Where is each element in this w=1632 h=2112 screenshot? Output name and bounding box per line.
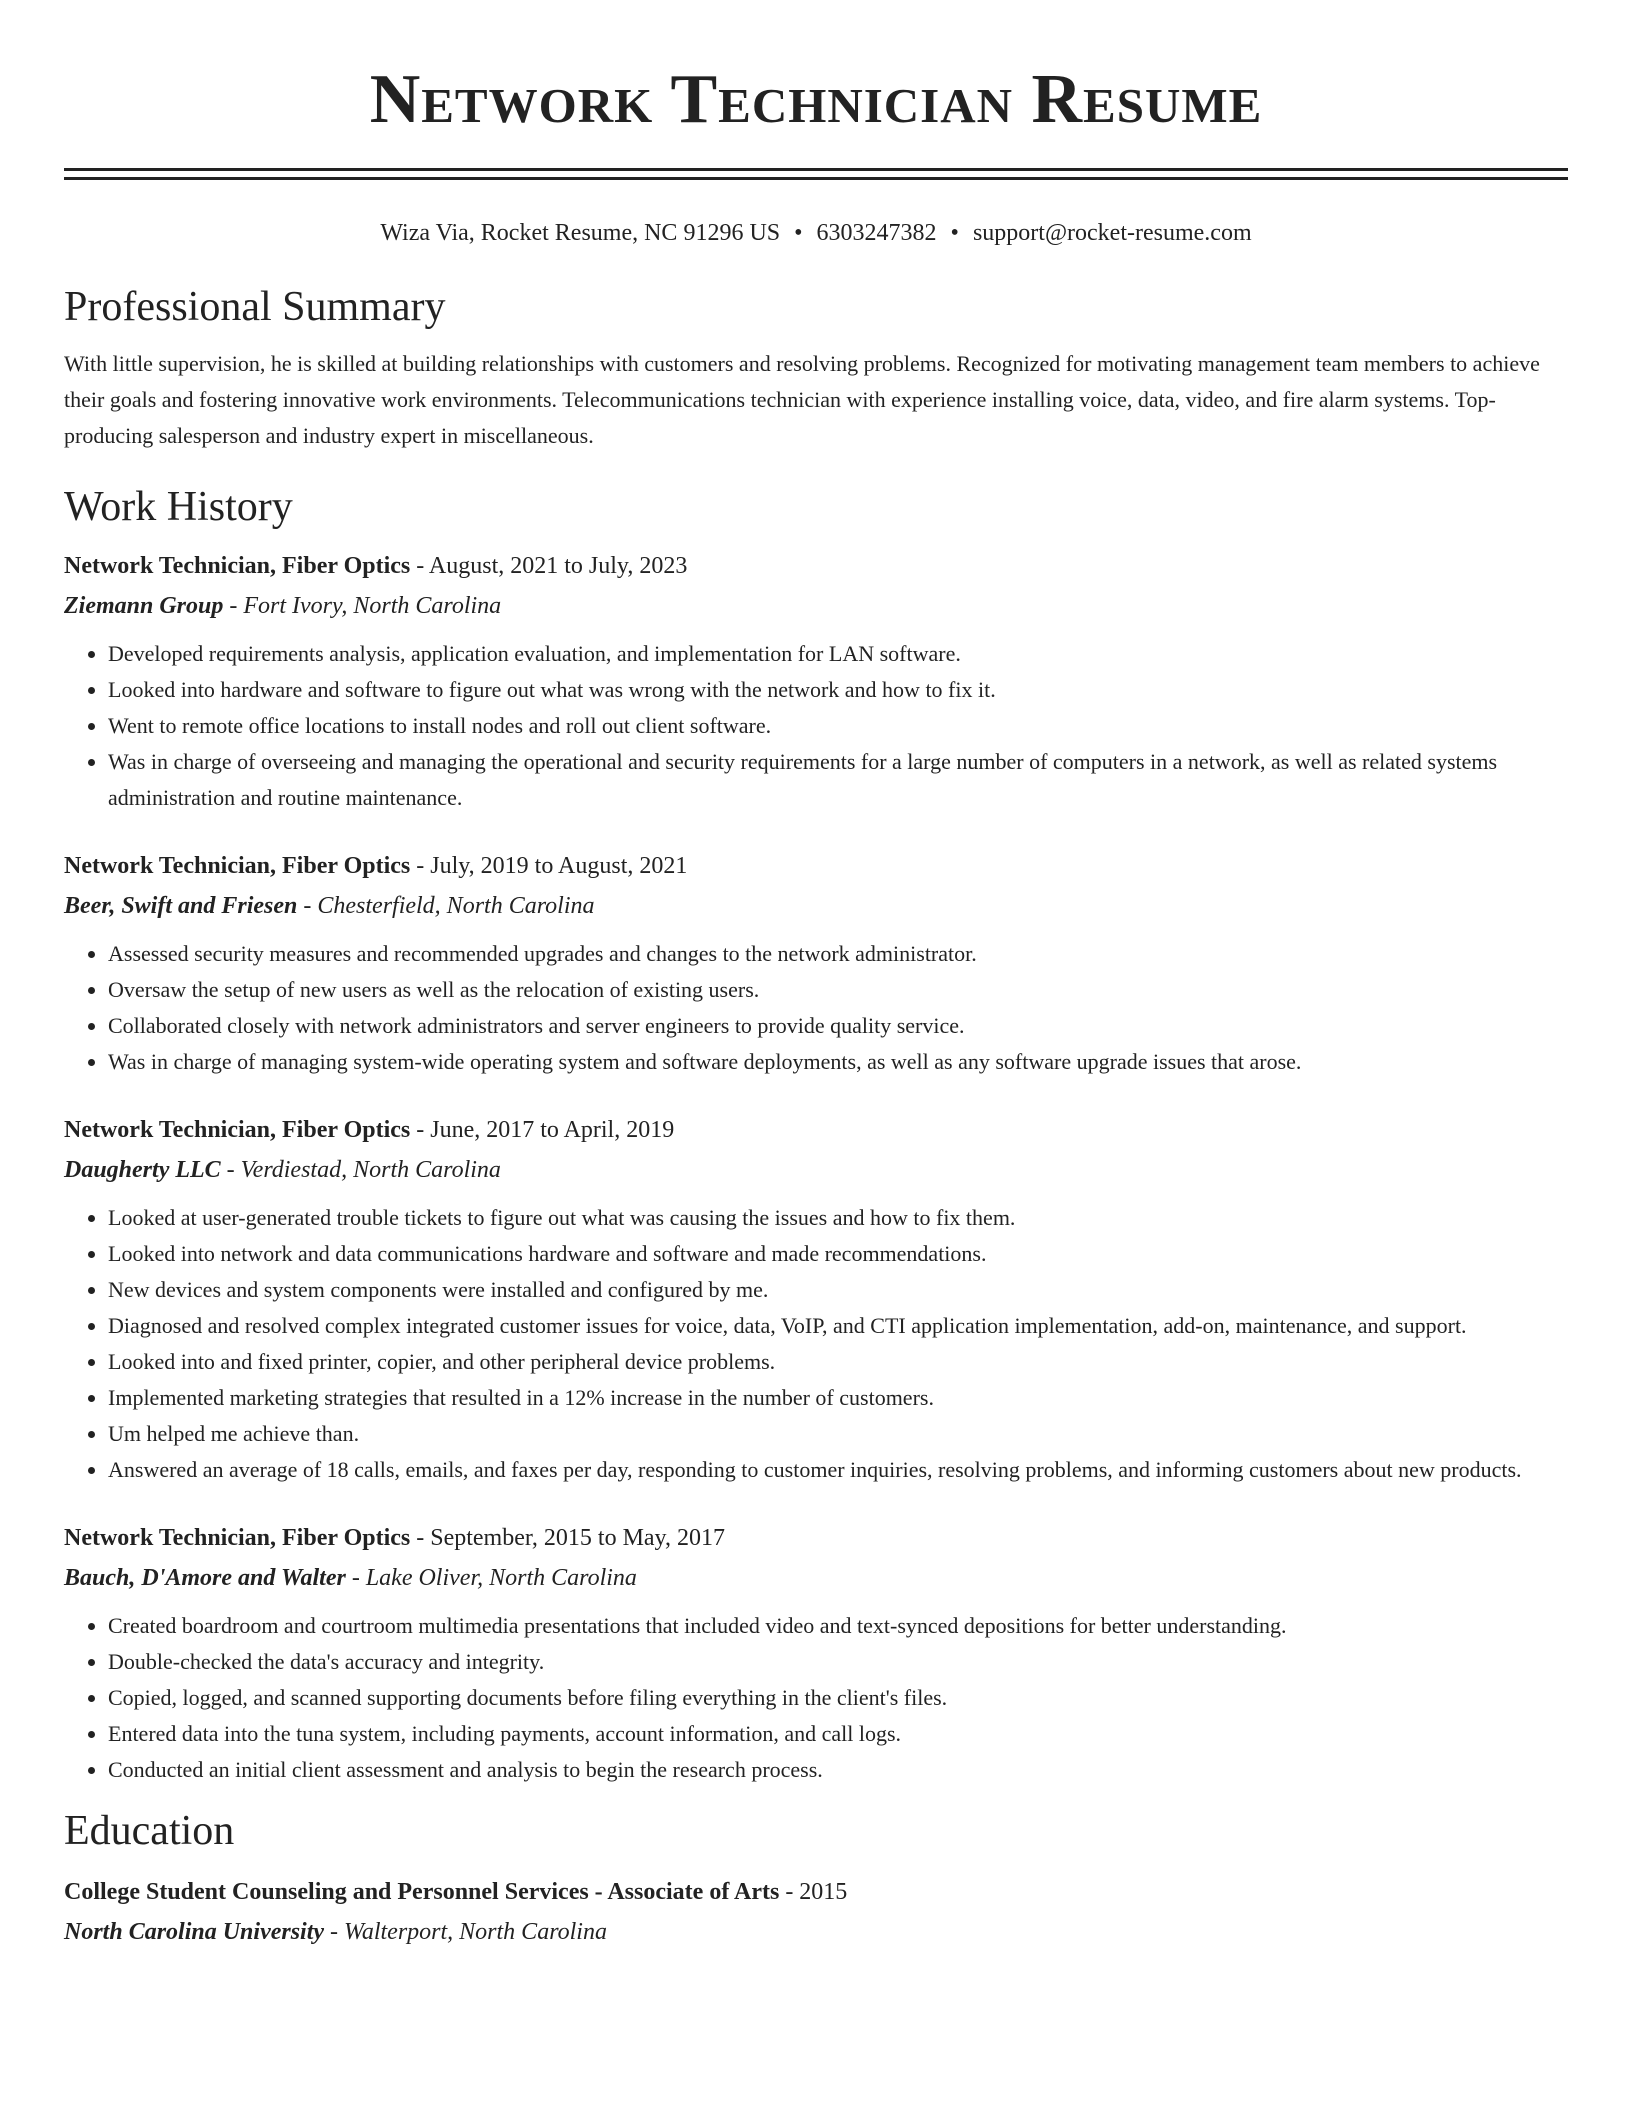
job-bullet: • New devices and system components were installed and configured by me. (108, 1272, 1568, 1308)
summary-heading: Professional Summary (64, 284, 446, 330)
education-school: North Carolina University (64, 1919, 325, 1945)
job-company: Daugherty LLC (64, 1157, 221, 1183)
contact-separator: • (794, 220, 803, 246)
job-bullet: • Um helped me achieve than. (108, 1416, 1568, 1452)
job-bullet: • Diagnosed and resolved complex integrated customer issues for voice, data, VoIP, and CTI application implementation, add-on, maintenance, and support. (108, 1308, 1568, 1344)
job-bullet: • Answered an average of 18 calls, emails, and faxes per day, responding to customer inquiries, resolving problems, and informing customers about new products. (108, 1452, 1568, 1488)
job-company: Beer, Swift and Friesen (64, 893, 298, 919)
job-bullets (64, 936, 1568, 1080)
job-title-line (64, 846, 1568, 886)
job-entry (64, 846, 1568, 1080)
education-year: - 2015 (779, 1879, 848, 1905)
education-degree-line (64, 1872, 1568, 1912)
summary-text: With little supervision, he is skilled at building relationships with customers and resolving problems. Recognized for motivating management team members to achieve their goals and fostering innovative work environments. Telecommunications technician with experience installing voice, data, video, and fire alarm systems. Top-producing salesperson and industry expert in miscellaneous. (64, 351, 1540, 448)
job-entry (64, 546, 1568, 816)
job-entry (64, 1518, 1568, 1788)
job-bullet: • Collaborated closely with network administrators and server engineers to provide quality service. (108, 1008, 1568, 1044)
job-bullet: • Was in charge of managing system-wide operating system and software deployments, as well as any software upgrade issues that arose. (108, 1044, 1568, 1080)
job-bullet: • Went to remote office locations to install nodes and roll out client software. (108, 708, 1568, 744)
education-degree: College Student Counseling and Personnel Services - Associate of Arts (64, 1879, 780, 1905)
job-dates: - August, 2021 to July, 2023 (410, 553, 688, 579)
job-location: - Chesterfield, North Carolina (297, 893, 595, 919)
job-location: - Verdiestad, North Carolina (220, 1157, 501, 1183)
education-school-line (64, 1912, 1568, 1952)
education-heading: Education (64, 1808, 235, 1854)
job-title-line (64, 546, 1568, 586)
page-title: Network Technician Resume (369, 61, 1263, 138)
job-bullet: • Created boardroom and courtroom multimedia presentations that included video and text-synced depositions for better understanding. (108, 1608, 1568, 1644)
job-bullets (64, 1608, 1568, 1788)
job-bullet: • Looked into and fixed printer, copier, and other peripheral device problems. (108, 1344, 1568, 1380)
job-bullet: • Double-checked the data's accuracy and integrity. (108, 1644, 1568, 1680)
job-bullet: • Copied, logged, and scanned supporting documents before filing everything in the client's files. (108, 1680, 1568, 1716)
job-role: Network Technician, Fiber Optics (64, 1117, 411, 1143)
job-company-line (64, 886, 1568, 926)
job-bullet: • Looked at user-generated trouble tickets to figure out what was causing the issues and how to fix them. (108, 1200, 1568, 1236)
job-bullet: • Looked into network and data communications hardware and software and made recommendations. (108, 1236, 1568, 1272)
job-entry (64, 1110, 1568, 1488)
job-dates: - July, 2019 to August, 2021 (410, 853, 688, 879)
job-role: Network Technician, Fiber Optics (64, 1525, 411, 1551)
contact-line (64, 218, 1568, 248)
contact-phone: 6303247382 (816, 220, 937, 246)
work-history-heading: Work History (64, 484, 293, 530)
job-location: - Fort Ivory, North Carolina (223, 593, 502, 619)
job-bullets (64, 636, 1568, 816)
job-title-line (64, 1110, 1568, 1150)
job-company-line (64, 586, 1568, 626)
job-bullet: • Was in charge of overseeing and managing the operational and security requirements for a large number of computers in a network, as well as related systems administration and routine maintenance. (108, 744, 1568, 816)
job-role: Network Technician, Fiber Optics (64, 553, 411, 579)
contact-address: Wiza Via, Rocket Resume, NC 91296 US (380, 220, 781, 246)
title-divider-top (64, 168, 1568, 171)
job-location: - Lake Oliver, North Carolina (345, 1565, 637, 1591)
job-bullet: • Oversaw the setup of new users as well as the relocation of existing users. (108, 972, 1568, 1008)
title-divider-bottom (64, 177, 1568, 180)
job-bullet: • Developed requirements analysis, application evaluation, and implementation for LAN software. (108, 636, 1568, 672)
contact-email: support@rocket-resume.com (972, 220, 1252, 246)
job-company: Ziemann Group (64, 593, 224, 619)
job-company: Bauch, D'Amore and Walter (64, 1565, 346, 1591)
education-entry (64, 1872, 1568, 1952)
job-company-line (64, 1558, 1568, 1598)
job-role: Network Technician, Fiber Optics (64, 853, 411, 879)
job-bullet: • Assessed security measures and recommended upgrades and changes to the network administrator. (108, 936, 1568, 972)
job-dates: - June, 2017 to April, 2019 (410, 1117, 675, 1143)
job-bullet: • Entered data into the tuna system, including payments, account information, and call logs. (108, 1716, 1568, 1752)
job-dates: - September, 2015 to May, 2017 (410, 1525, 725, 1551)
job-bullets (64, 1200, 1568, 1488)
job-bullet: • Looked into hardware and software to figure out what was wrong with the network and how to fix it. (108, 672, 1568, 708)
contact-separator: • (950, 220, 959, 246)
job-title-line (64, 1518, 1568, 1558)
job-company-line (64, 1150, 1568, 1190)
education-location: - Walterport, North Carolina (324, 1919, 607, 1945)
job-bullet: • Conducted an initial client assessment and analysis to begin the research process. (108, 1752, 1568, 1788)
job-bullet: • Implemented marketing strategies that resulted in a 12% increase in the number of customers. (108, 1380, 1568, 1416)
